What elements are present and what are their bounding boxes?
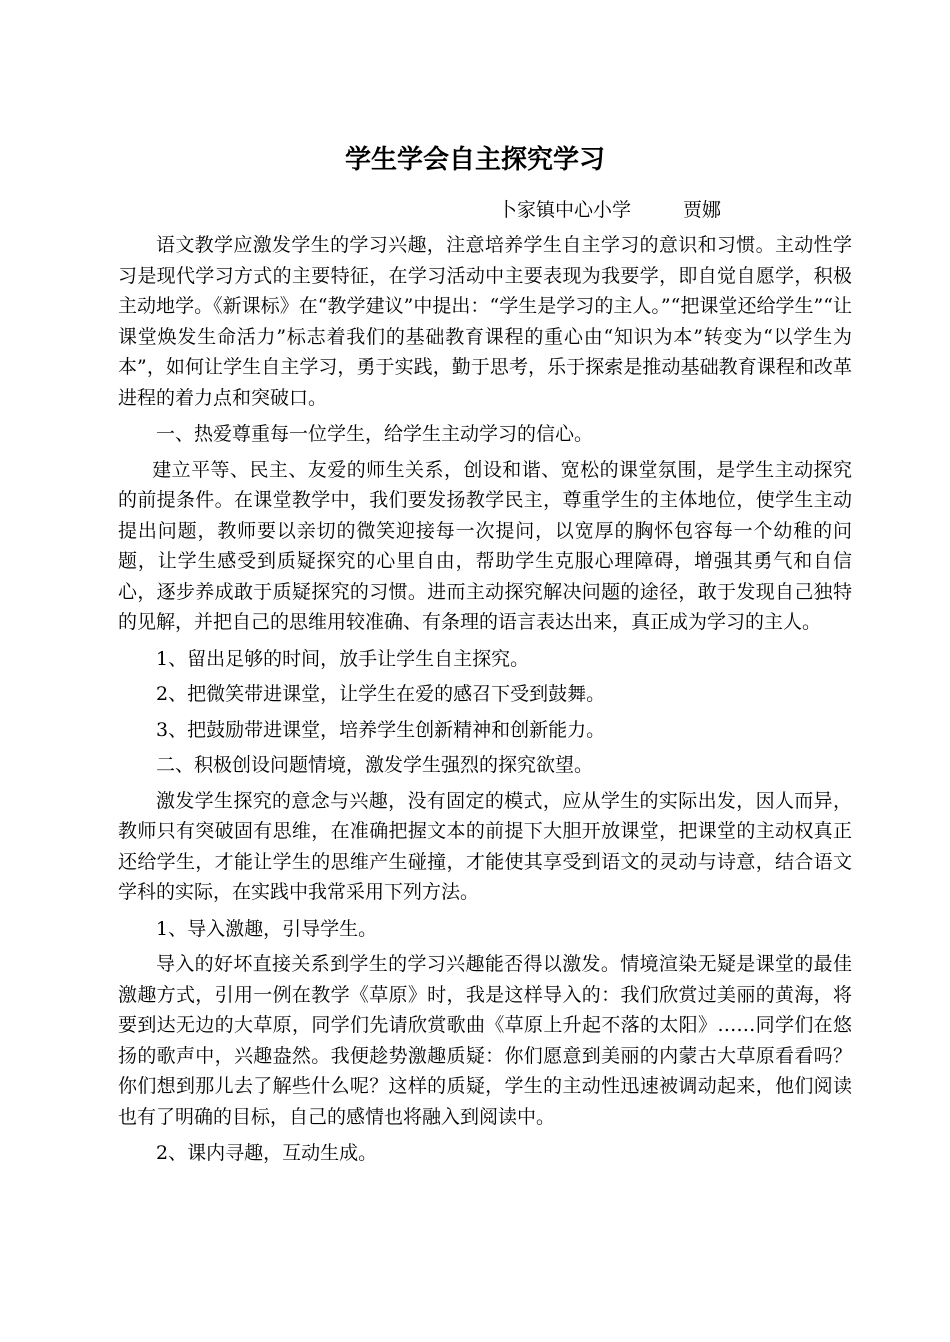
- paragraph-intro: 语文教学应激发学生的学习兴趣，注意培养学生自主学习的意识和习惯。主动性学习是现代学习方式的主要特征，在学习活动中主要表现为我要学，即自觉自愿学，积极主动地学。《新课标》在“教学建议”中提出：“学生是学习的主人。”“把课堂还给学生”“让课堂焕发生命活力”标志着我们的基础教育课程的重心由“知识为本”转变为“以学生为本”，如何让学生自主学习，勇于实践，勤于思考，乐于探索是推动基础教育课程和改革进程的着力点和突破口。: [118, 234, 852, 409]
- list-item-1: 1、留出足够的时间，放手让学生自主探究。: [156, 647, 530, 670]
- paragraph-introduction-method: 导入的好坏直接关系到学生的学习兴趣能否得以激发。情境渲染无疑是课堂的最佳激趣方式，引用一例在教学《草原》时，我是这样导入的：我们欣赏过美丽的黄海，将要到达无边的大草原，同学们先请欣赏歌曲《草原上升起不落的太阳》……同学们在悠扬的歌声中，兴趣盎然。我便趁势激趣质疑：你们愿意到美丽的内蒙古大草原看看吗？你们想到那儿去了解些什么呢？这样的质疑，学生的主动性迅速被调动起来，他们阅读也有了明确的目标，自己的感情也将融入到阅读中。: [118, 953, 852, 1128]
- list-item-3: 3、把鼓励带进课堂，培养学生创新精神和创新能力。: [156, 718, 606, 741]
- list-item-2: 2、把微笑带进课堂，让学生在爱的感召下受到鼓舞。: [156, 683, 606, 705]
- section-heading-2: 二、积极创设问题情境，激发学生强烈的探究欲望。: [156, 754, 594, 776]
- section-heading-1: 一、热爱尊重每一位学生，给学生主动学习的信心。: [156, 423, 594, 445]
- document-title: 学生学会自主探究学习: [344, 145, 605, 175]
- paragraph-interest: 激发学生探究的意念与兴趣，没有固定的模式，应从学生的实际出发，因人而异，教师只有突破固有思维，在准确把握文本的前提下大胆开放课堂，把课堂的主动权真正还给学生，才能让学生的思维产生碰撞，才能使其享受到语文的灵动与诗意，结合语文学科的实际，在实践中我常采用下列方法。: [118, 789, 852, 903]
- document-body: [118, 230, 852, 1174]
- subsection-heading-1: 1、导入激趣，引导学生。: [156, 917, 378, 940]
- paragraph-relationship: 建立平等、民主、友爱的师生关系，创设和谐、宽松的课堂氛围，是学生主动探究的前提条件。在课堂教学中，我们要发扬教学民主，尊重学生的主体地位，使学生主动提出问题，教师要以亲切的微笑迎接每一次提问，以宽厚的胸怀包容每一个幼稚的问题，让学生感受到质疑探究的心里自由，帮助学生克服心理障碍，增强其勇气和自信心，逐步养成敢于质疑探究的习惯。进而主动探究解决问题的途径，敢于发现自己独特的见解，并把自己的思维用较准确、有条理的语言表达出来，真正成为学习的主人。: [118, 458, 852, 633]
- byline-author: 贾娜: [683, 199, 722, 221]
- byline: [498, 196, 721, 224]
- byline-school: 卜家镇中心小学: [498, 199, 632, 221]
- subsection-heading-2: 2、课内寻趣，互动生成。: [156, 1142, 378, 1164]
